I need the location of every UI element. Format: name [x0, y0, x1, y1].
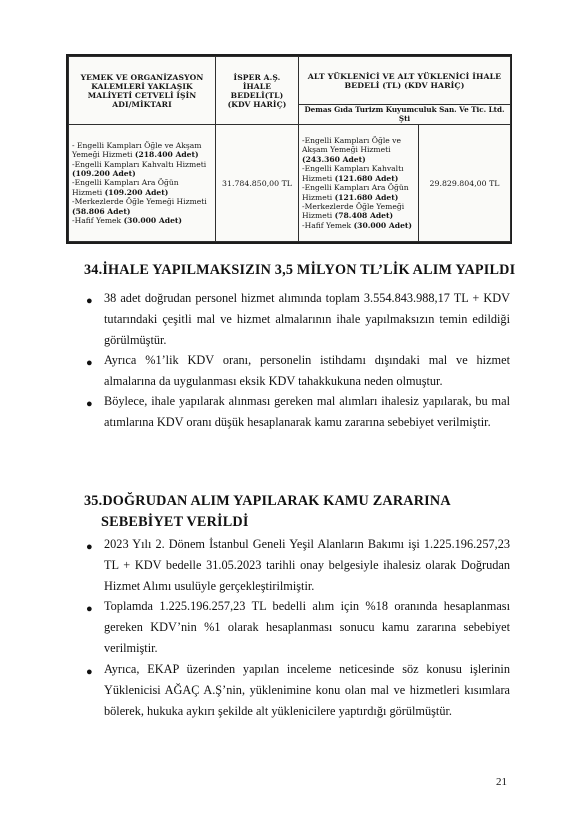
item-right-line: -Engelli Kampları Öğle ve	[302, 136, 401, 146]
bullet-icon: ●	[86, 541, 93, 553]
page-number: 21	[496, 776, 507, 788]
items-right-cell	[299, 125, 419, 242]
section-35-bullet-3: Ayrıca, EKAP üzerinden yapılan inceleme neticesinde söz konusu işlerinin Yüklenicisi AĞAÇ A.Ş’nin, yüklenimine konu olan mal ve hizmetleri kısımlara bölerek, hukuka aykırı şekilde alt yüklenicilere yaptırdığı görülmüştür.	[104, 662, 510, 718]
subcontractor-name: Demas Gıda Turizm Kuyumculuk San. Ve Tic. Ltd. Şti	[299, 105, 511, 125]
header-subcontractor-price: ALT YÜKLENİCİ VE ALT YÜKLENİCİ İHALE BEDELİ (TL) (KDV HARİÇ)	[299, 57, 511, 105]
section-35-title-line-2: SEBEBİYET VERİLDİ	[101, 514, 249, 530]
quantity-text: (58.806 Adet)	[72, 206, 131, 216]
item-right-line: -Engelli Kampları Ara Öğün	[302, 183, 409, 193]
quantity-text: (109.200 Adet)	[72, 168, 136, 178]
section-34-bullet-1: 38 adet doğrudan personel hizmet alımında toplam 3.554.843.988,17 TL + KDV tutarındaki çeşitli mal ve hizmet almalarının ihale yapılmaksızın temin edildiği görülmüştür.	[104, 291, 510, 347]
item-right-line: -Merkezlerde Öğle Yemeği	[302, 201, 405, 211]
item-left-line: -Engelli Kampları Ara Öğün	[72, 178, 179, 188]
quantity-text: (78.408 Adet)	[334, 211, 394, 221]
bullet-icon: ●	[86, 398, 93, 410]
bullet-icon: ●	[86, 357, 93, 369]
item-right-line: Hizmeti (121.680 Adet)	[302, 192, 399, 202]
section-34-bullet-3: Böylece, ihale yapılarak alınması gereken mal alımları ihalesiz yapılarak, bu mal atımlarına KDV oranı düşük hesaplanarak kamu zararına sebebiyet verilmiştir.	[104, 394, 510, 429]
item-left-line: -Merkezlerde Öğle Yemeği Hizmeti	[72, 197, 207, 207]
quantity-text: (218.400 Adet)	[134, 150, 199, 160]
item-right-line: -Hafif Yemek (30.000 Adet)	[302, 220, 412, 230]
bullet-icon: ●	[86, 603, 93, 615]
quantity-text: (30.000 Adet)	[123, 216, 182, 226]
quantity-text: (109.200 Adet)	[104, 187, 169, 197]
item-left-line: Yemeği Hizmeti (218.400 Adet)	[72, 150, 199, 160]
item-right-line: Akşam Yemeği Hizmeti	[302, 145, 391, 155]
bullet-icon: ●	[86, 295, 93, 307]
scanned-table-image	[66, 54, 512, 244]
item-left-line: Hizmeti (109.200 Adet)	[72, 187, 169, 197]
header-isper-price: İSPER A.Ş. İHALE BEDELİ(TL) (KDV HARİÇ)	[216, 57, 299, 125]
quantity-text: (121.680 Adet)	[334, 173, 399, 183]
item-left-line: - Engelli Kampları Öğle ve Akşam	[72, 140, 202, 150]
item-left-line	[72, 169, 212, 178]
item-left-line	[72, 207, 212, 216]
procurement-table	[68, 56, 511, 242]
quantity-text: (243.360 Adet)	[302, 154, 366, 164]
subcontractor-value: 29.829.804,00 TL	[419, 125, 511, 242]
quantity-text: (30.000 Adet)	[353, 220, 412, 230]
item-right-line: Hizmeti (121.680 Adet)	[302, 173, 399, 183]
section-34-title: 34.İHALE YAPILMAKSIZIN 3,5 MİLYON TL’LİK ALIM YAPILDI	[84, 262, 516, 278]
section-34-bullet-2: Ayrıca %1’lik KDV oranı, personelin istihdamı dışındaki mal ve hizmet almalarına da uygulanması eksik KDV tahakkukuna neden olmuştur.	[104, 353, 510, 388]
items-left-cell	[69, 125, 216, 242]
item-right-line: Hizmeti (78.408 Adet)	[302, 211, 394, 221]
header-item-name: YEMEK VE ORGANİZASYON KALEMLERİ YAKLAŞIK MALİYETİ CETVELİ İŞİN ADI/MİKTARI	[69, 57, 216, 125]
section-35-title: 35.DOĞRUDAN ALIM YAPILARAK KAMU ZARARINA	[84, 493, 451, 509]
item-left-line: -Hafif Yemek (30.000 Adet)	[72, 216, 182, 226]
section-35-bullet-1: 2023 Yılı 2. Dönem İstanbul Geneli Yeşil Alanların Bakımı işi 1.225.196.257,23 TL + KDV bedelle 31.05.2023 tarihli onay belgesiyle ihalesiz olarak Doğrudan Hizmet Alımı usulüyle gerçekleştirilmiştir.	[104, 537, 510, 593]
quantity-text: (121.680 Adet)	[334, 192, 399, 202]
section-35-bullet-2: Toplamda 1.225.196.257,23 TL bedelli alım için %18 oranında hesaplanması gereken KDV’nin %1 olarak hesaplanması sonucu kamu zararına sebebiyet verilmiştir.	[104, 599, 510, 655]
isper-value: 31.784.850,00 TL	[216, 125, 299, 242]
item-right-line	[302, 155, 415, 164]
bullet-icon: ●	[86, 666, 93, 678]
item-left-line: -Engelli Kampları Kahvaltı Hizmeti	[72, 159, 207, 169]
item-right-line: -Engelli Kampları Kahvaltı	[302, 164, 404, 174]
